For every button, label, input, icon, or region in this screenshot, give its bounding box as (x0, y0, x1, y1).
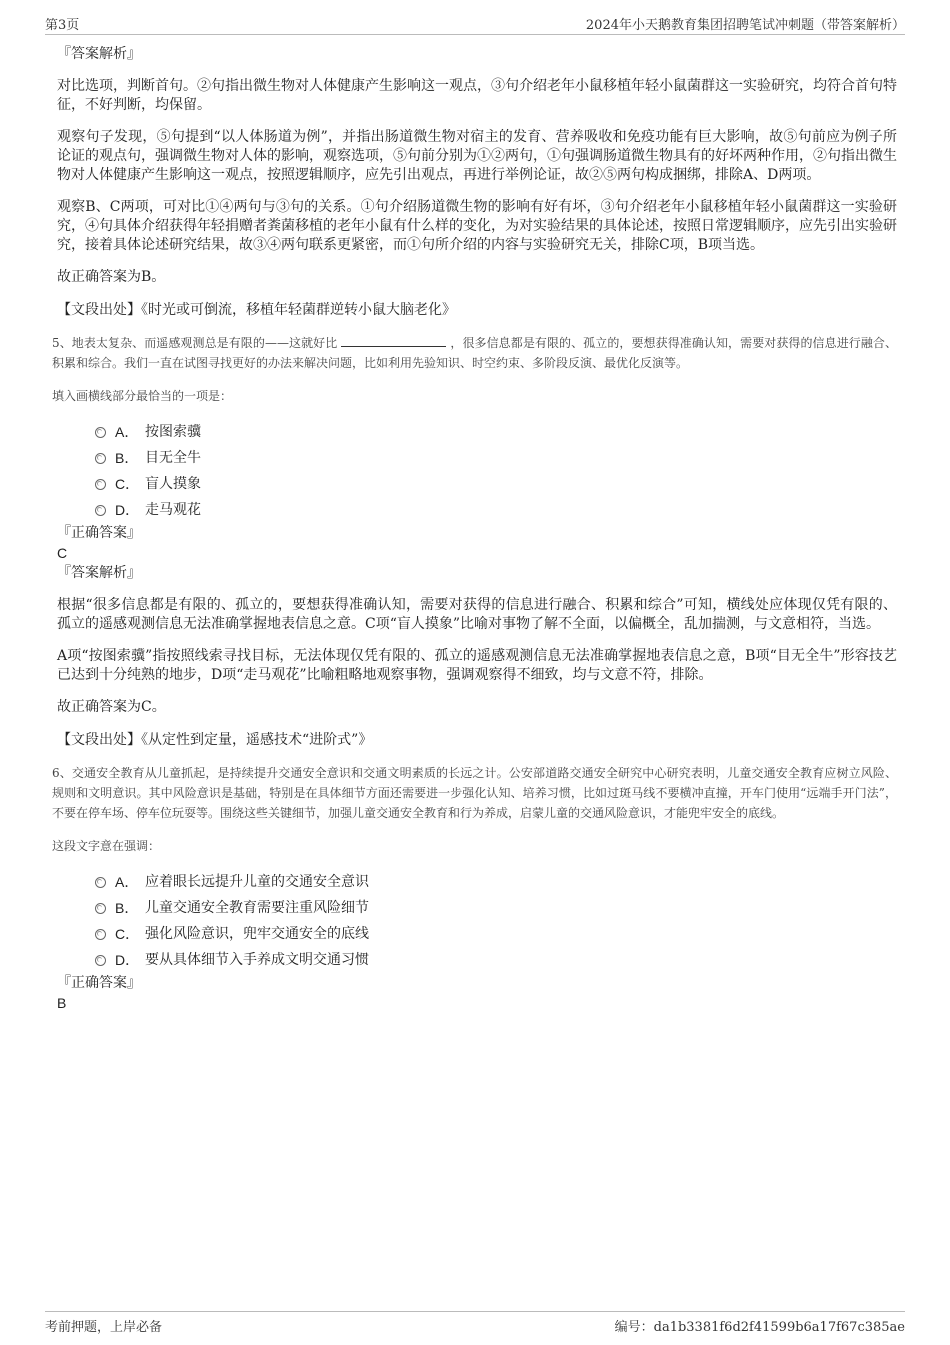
q6-option-c[interactable]: C． 强化风险意识，兜牢交通安全的底线 (95, 921, 897, 947)
radio-icon[interactable] (95, 453, 106, 464)
q4-conclusion: 故正确答案为B。 (57, 269, 166, 285)
q6-stem: 6、交通安全教育从儿童抓起，是持续提升交通安全意识和交通文明素质的长远之计。公安部道路交通安全研究中心研究表明，儿童交通安全教育应树立风险、规则和文明意识。其中风险意识是基础，特别是在具体细节方面还需要进一步强化认知、培养习惯，比如过斑马线不要横冲直撞，开车门使用“远端手开门法”，不要在停车场、停车位玩耍等。围绕这些关键细节，加强儿童交通安全教育和行为养成，启蒙儿童的交通风险意识，才能兜牢安全的底线。 (52, 766, 897, 820)
q6-prompt: 这段文字意在强调： (52, 839, 161, 853)
q4-analysis-label: 『答案解析』 (57, 46, 141, 62)
radio-icon[interactable] (95, 877, 106, 888)
q6-correct-answer: B (57, 995, 67, 1011)
radio-icon[interactable] (95, 955, 106, 966)
q5-prompt: 填入画横线部分最恰当的一项是： (52, 389, 233, 403)
radio-icon[interactable] (95, 505, 106, 516)
q5-option-d[interactable]: D． 走马观花 (95, 497, 897, 523)
q5-analysis-para: 根据“很多信息都是有限的、孤立的，要想获得准确认知，需要对获得的信息进行融合、积累和综合”可知，横线处应体现仅凭有限的、孤立的遥感观测信息无法准确掌握地表信息之意。C项“盲人摸象”比喻对事物了解不全面，以偏概全，乱加揣测，与文意相符，当选。 (57, 597, 897, 632)
q6-option-a[interactable]: A． 应着眼长远提升儿童的交通安全意识 (95, 869, 897, 895)
q6-options (95, 869, 897, 973)
footer-slogan: 考前押题，上岸必备 (45, 1320, 163, 1335)
document-title: 2024年小天鹅教育集团招聘笔试冲刺题（带答案解析） (585, 18, 905, 33)
q5-source: 【文段出处】《从定性到定量，遥感技术“进阶式”》 (57, 732, 373, 748)
document-id: 编号：da1b3381f6d2f41599b6a17f67c385ae (614, 1320, 905, 1335)
q6-correct-label: 『正确答案』 (57, 975, 141, 991)
q5-option-c[interactable]: C． 盲人摸象 (95, 471, 897, 497)
q4-analysis-para: 对比选项，判断首句。②句指出微生物对人体健康产生影响这一观点，③句介绍老年小鼠移植年轻小鼠菌群这一实验研究，均符合首句特征，不好判断，均保留。 (57, 78, 897, 113)
radio-icon[interactable] (95, 479, 106, 490)
q5-option-a[interactable]: A． 按图索骥 (95, 419, 897, 445)
q5-option-b[interactable]: B． 目无全牛 (95, 445, 897, 471)
q4-analysis-para: 观察B、C两项，可对比①④两句与③句的关系。①句介绍肠道微生物的影响有好有坏，③句介绍老年小鼠移植年轻小鼠菌群这一实验研究，④句具体介绍获得年轻捐赠者粪菌移植的老年小鼠有什么样的变化，为对实验结果的具体论述，按照日常逻辑顺序，应先引出实验研究，接着具体论述研究结果，故③④两句联系更紧密，而①句所介绍的内容与实验研究无关，排除C项，B项当选。 (57, 199, 897, 253)
q6-option-d[interactable]: D． 要从具体细节入手养成文明交通习惯 (95, 947, 897, 973)
page-footer (45, 1311, 905, 1338)
q5-analysis-label: 『答案解析』 (57, 565, 141, 581)
q5-stem: 5、地表太复杂、而遥感观测总是有限的——这就好比 ，很多信息都是有限的、孤立的，要想获得准确认知，需要对获得的信息进行融合、积累和综合。我们一直在试图寻找更好的办法来解决问题，比如利用先验知识、时空约束、多阶段反演、最优化反演等。 (52, 336, 897, 370)
q5-conclusion: 故正确答案为C。 (57, 699, 166, 715)
q5-correct-answer: C (57, 545, 68, 561)
document-body (52, 44, 897, 1013)
radio-icon[interactable] (95, 929, 106, 940)
q5-options (95, 419, 897, 523)
q5-analysis-para: A项“按图索骥”指按照线索寻找目标，无法体现仅凭有限的、孤立的遥感观测信息无法准确掌握地表信息之意，B项“目无全牛”形容技艺已达到十分纯熟的地步，D项“走马观花”比喻粗略地观察事物，强调观察得不细致，均与文意不符，排除。 (57, 648, 897, 683)
radio-icon[interactable] (95, 427, 106, 438)
q6-option-b[interactable]: B． 儿童交通安全教育需要注重风险细节 (95, 895, 897, 921)
radio-icon[interactable] (95, 903, 106, 914)
q4-source: 【文段出处】《时光或可倒流，移植年轻菌群逆转小鼠大脑老化》 (57, 302, 456, 318)
q5-correct-label: 『正确答案』 (57, 525, 141, 541)
page-header (45, 14, 905, 35)
q4-analysis-para: 观察句子发现，⑤句提到“以人体肠道为例”，并指出肠道微生物对宿主的发育、营养吸收和免疫功能有巨大影响，故⑤句前应为例子所论证的观点句，强调微生物对人体的影响，观察选项，⑤句前分别为①②两句，①句强调肠道微生物具有的好坏两种作用，②句指出微生物对人体健康产生影响这一观点，按照逻辑顺序，应先引出观点，再进行举例论证，故②⑤两句构成捆绑，排除A、D两项。 (57, 129, 897, 183)
fill-blank (341, 334, 446, 347)
page-number: 第3页 (45, 18, 80, 33)
